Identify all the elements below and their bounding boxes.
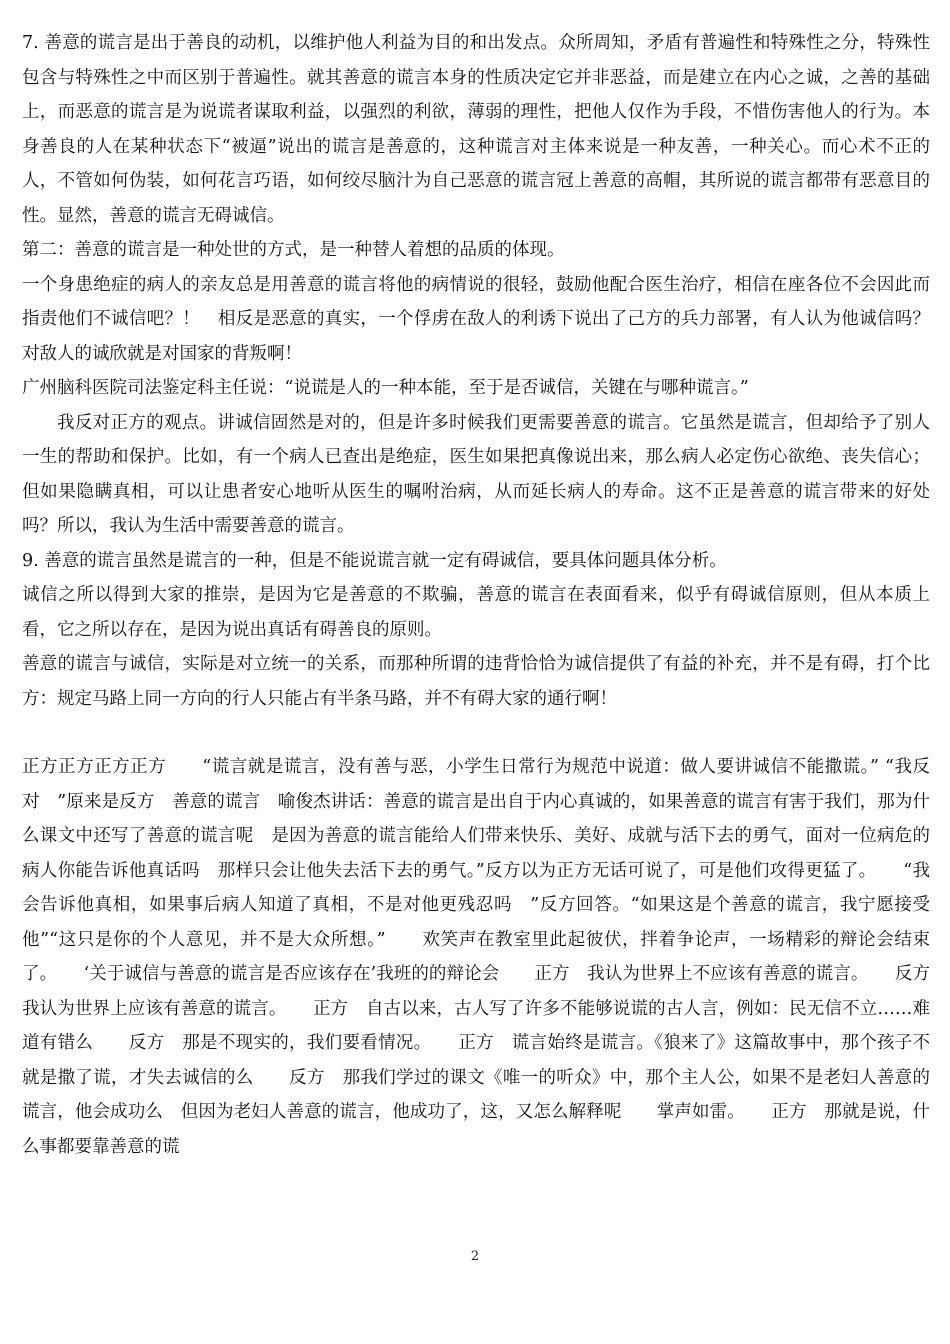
document-body [22, 26, 948, 1164]
paragraph-honesty-respect: 诚信之所以得到大家的推崇，是因为它是善意的不欺骗，善意的谎言在表面看来，似乎有碍诚信原则，但从本质上看，它之所以存在，是因为说出真话有碍善良的原则。 [22, 585, 930, 640]
paragraph-spacer [22, 716, 930, 750]
paragraph-point-9: 9. 善意的谎言虽然是谎言的一种，但是不能说谎言就一定有碍诚信，要具体问题具体分析。 [22, 550, 727, 571]
paragraph-quote-hospital: 广州脑科医院司法鉴定科主任说：“说谎是人的一种本能，至于是否诚信，关键在与哪种谎言。” [22, 378, 749, 398]
paragraph-unity-of-opposites: 善意的谎言与诚信，实际是对立统一的关系，而那种所谓的违背恰恰为诚信提供了有益的补充，并不是有碍，打个比方：规定马路上同一方向的行人只能占有半条马路，并不有碍大家的通行啊！ [22, 654, 930, 709]
paragraph-opposing-view: 我反对正方的观点。讲诚信固然是对的，但是许多时候我们更需要善意的谎言。它虽然是谎言，但却给予了别人一生的帮助和保护。比如，有一个病人已查出是绝症，医生如果把真像说出来，那么病人必定伤心欲绝、丧失信心；但如果隐瞒真相，可以让患者安心地听从医生的嘱咐治病，从而延长病人的寿命。这不正是善意的谎言带来的好处吗？所以，我认为生活中需要善意的谎言。 [22, 412, 930, 536]
paragraph-debate-transcript: 正方正方正方正方 “谎言就是谎言，没有善与恶，小学生日常行为规范中说道：做人要讲诚信不能撒谎。” “我反对 ”原来是反方 善意的谎言 喻俊杰讲话：善意的谎言是出自于内心真诚的，如果善意的谎言有害于我们，那为什么课文中还写了善意的谎言呢 是因为善意的谎言能给人们带来快乐、美好、成就与活下去的勇气，面对一位病危的病人你能告诉他真话吗 那样只会让他失去活下去的勇气。”反方以为正方无话可说了，可是他们攻得更猛了。 “我会告诉他真相，如果事后病人知道了真相，不是对他更残忍吗 ”反方回答。“如果这是个善意的谎言，我宁愿接受他”“这只是你的个人意见，并不是大众所想。” 欢笑声在教室里此起彼伏，拌着争论声，一场精彩的辩论会结束了。 ‘关于诚信与善意的谎言是否应该存在’我班的的辩论会 正方 我认为世界上不应该有善意的谎言。 反方 我认为世界上应该有善意的谎言。 正方 自古以来，古人写了许多不能够说谎的古人言，例如：民无信不立……难道有错么 反方 那是不现实的，我们要看情况。 正方 谎言始终是谎言。《狼来了》这篇故事中，那个孩子不就是撒了谎，才失去诚信的么 反方 那我们学过的课文《唯一的听众》中，那个主人公，如果不是老妇人善意的谎言，他会成功么 但因为老妇人善意的谎言，他成功了，这，又怎么解释呢 掌声如雷。 正方 那就是说，什么事都要靠善意的谎 [22, 757, 948, 1157]
paragraph-point-7: 7. 善意的谎言是出于善良的动机，以维护他人利益为目的和出发点。众所周知，矛盾有普遍性和特殊性之分，特殊性包含与特殊性之中而区别于普遍性。就其善意的谎言本身的性质决定它并非恶益，而是建立在内心之诚，之善的基础上，而恶意的谎言是为说谎者谋取利益，以强烈的利欲，薄弱的理性，把他人仅作为手段，不惜伤害他人的行为。本身善良的人在某种状态下“被逼”说出的谎言是善意的，这种谎言对主体来说是一种友善，一种关心。而心术不正的人，不管如何伪装，如何花言巧语，如何绞尽脑汁为自己恶意的谎言冠上善意的高帽，其所说的谎言都带有恶意目的性。显然，善意的谎言无碍诚信。 [22, 33, 930, 226]
paragraph-point-second: 第二：善意的谎言是一种处世的方式，是一种替人着想的品质的体现。 [22, 240, 565, 260]
paragraph-patient-example: 一个身患绝症的病人的亲友总是用善意的谎言将他的病情说的很轻，鼓励他配合医生治疗，相信在座各位不会因此而指责他们不诚信吧？！ 相反是恶意的真实，一个俘虏在敌人的利诱下说出了己方的兵力部署，有人认为他诚信吗？对敌人的诚欣就是对国家的背叛啊！ [22, 274, 930, 364]
page-number: 2 [470, 1249, 480, 1264]
